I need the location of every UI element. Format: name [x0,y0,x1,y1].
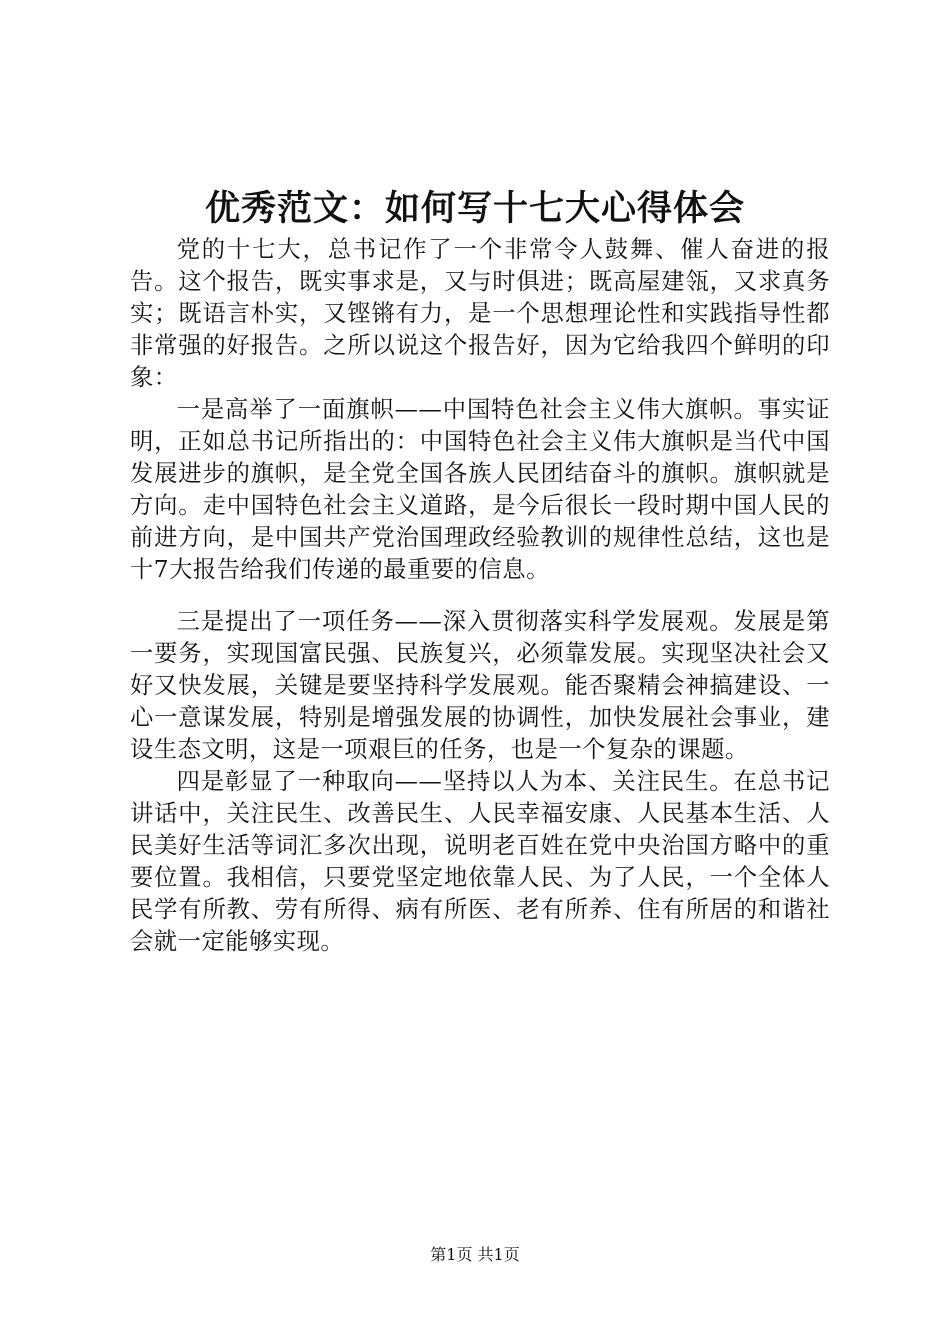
paragraph-point-four: 四是彰显了一种取向——坚持以人为本、关注民生。在总书记讲话中，关注民生、改善民生、人民幸福安康、人民基本生活、人民美好生活等词汇多次出现，说明老百姓在党中央治国方略中的重要位置。我相信，只要党坚定地依靠人民、为了人民，一个全体人民学有所教、劳有所得、病有所医、老有所养、住有所居的和谐社会就一定能够实现。 [130,768,830,955]
page-number-footer: 第1页 共1页 [430,1245,520,1264]
document-body [130,234,830,958]
document-title: 优秀范文：如何写十七大心得体会 [204,188,745,229]
paragraph-point-three: 三是提出了一项任务——深入贯彻落实科学发展观。发展是第一要务，实现国富民强、民族复兴，必须靠发展。实现坚决社会又好又快发展，关键是要坚持科学发展观。能否聚精会神搞建设、一心一意谋发展，特别是增强发展的协调性，加快发展社会事业，建设生态文明，这是一项艰巨的任务，也是一个复杂的课题。 [130,608,830,763]
paragraph-intro: 党的十七大，总书记作了一个非常令人鼓舞、催人奋进的报告。这个报告，既实事求是，又与时俱进；既高屋建瓴，又求真务实；既语言朴实，又铿锵有力，是一个思想理论性和实践指导性都非常强的好报告。之所以说这个报告好，因为它给我四个鲜明的印象： [130,236,830,391]
paragraph-spacer [130,586,830,606]
paragraph-point-one: 一是高举了一面旗帜——中国特色社会主义伟大旗帜。事实证明，正如总书记所指出的：中国特色社会主义伟大旗帜是当代中国发展进步的旗帜，是全党全国各族人民团结奋斗的旗帜。旗帜就是方向。走中国特色社会主义道路，是今后很长一段时期中国人民的前进方向，是中国共产党治国理政经验教训的规律性总结，这也是十7大报告给我们传递的最重要的信息。 [130,396,830,583]
